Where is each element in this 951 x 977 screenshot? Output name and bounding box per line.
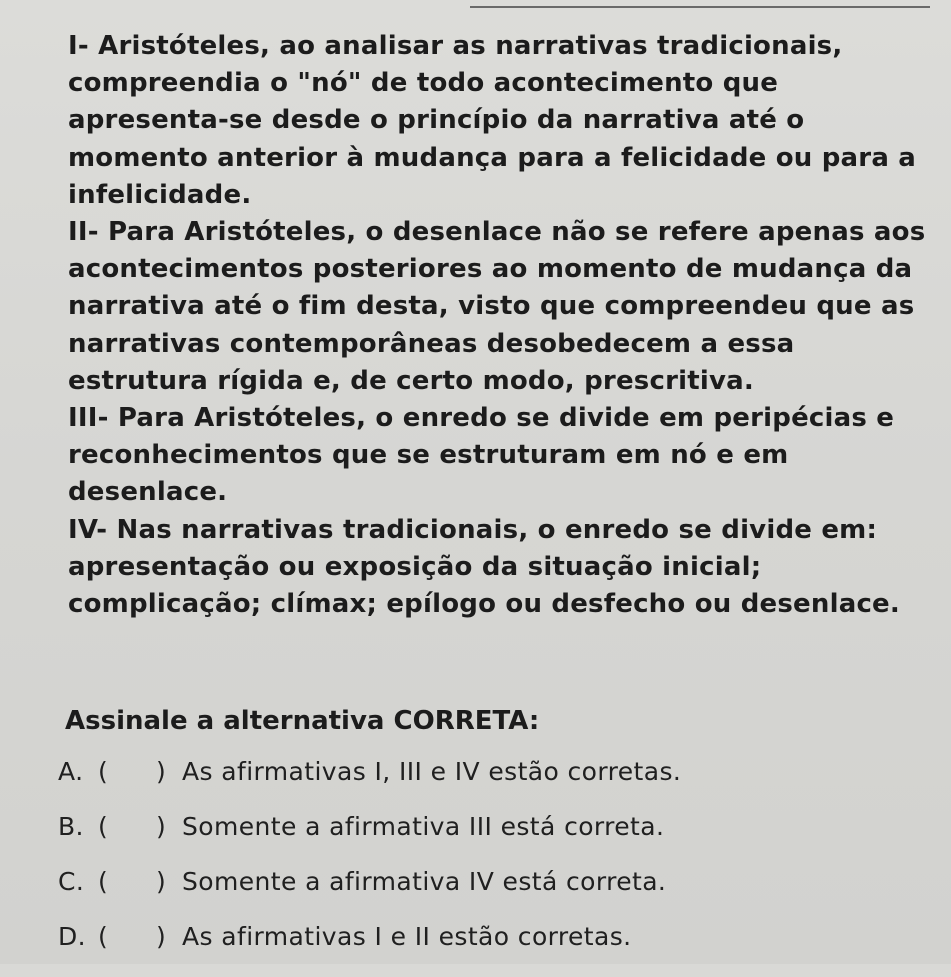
option-d-letter: D.	[58, 922, 86, 951]
option-b-paren-open: (	[98, 812, 109, 841]
option-d-text: As afirmativas I e II estão corretas.	[182, 922, 632, 951]
option-c-text: Somente a afirmativa IV está correta.	[182, 867, 667, 896]
option-c-paren-open: (	[98, 867, 109, 896]
option-b-text: Somente a afirmativa III está correta.	[182, 812, 665, 841]
option-d[interactable]	[58, 922, 938, 977]
top-divider-line	[470, 6, 930, 8]
option-b[interactable]	[58, 812, 938, 867]
option-b-letter: B.	[58, 812, 84, 841]
answer-options	[58, 757, 938, 977]
option-c-letter: C.	[58, 867, 85, 896]
option-a-paren-open: (	[98, 757, 109, 786]
statements-block	[68, 28, 928, 623]
statement-iii: III- Para Aristóteles, o enredo se divide em peripécias e reconhecimentos que se estruturam em nó e em desenlace.	[68, 403, 895, 508]
option-a-letter: A.	[58, 757, 84, 786]
option-d-paren-close: )	[156, 922, 167, 951]
statement-i: I- Aristóteles, ao analisar as narrativas tradicionais, compreendia o "nó" de todo acontecimento que apresenta-se desde o princípio da narrativa até o momento anterior à mudança para a felicidade ou para a infelicidade.	[68, 31, 917, 210]
option-c-paren-close: )	[156, 867, 167, 896]
option-d-paren-open: (	[98, 922, 109, 951]
statement-iv: IV- Nas narrativas tradicionais, o enredo se divide em: apresentação ou exposição da situação inicial; complicação; clímax; epílogo ou desfecho ou desenlace.	[68, 514, 900, 620]
option-b-paren-close: )	[156, 812, 167, 841]
option-c[interactable]	[58, 867, 938, 922]
statement-ii: II- Para Aristóteles, o desenlace não se refere apenas aos acontecimentos posteriores ao momento de mudança da narrativa até o fim desta, visto que compreendeu que as narrativas contemporâneas desobedecem a essa estrutura rígida e, de certo modo, prescritiva.	[68, 217, 926, 396]
question-instruction: Assinale a alternativa CORRETA:	[65, 706, 540, 736]
option-a-paren-close: )	[156, 757, 167, 786]
option-a-text: As afirmativas I, III e IV estão corretas.	[182, 757, 682, 786]
option-a[interactable]	[58, 757, 938, 812]
